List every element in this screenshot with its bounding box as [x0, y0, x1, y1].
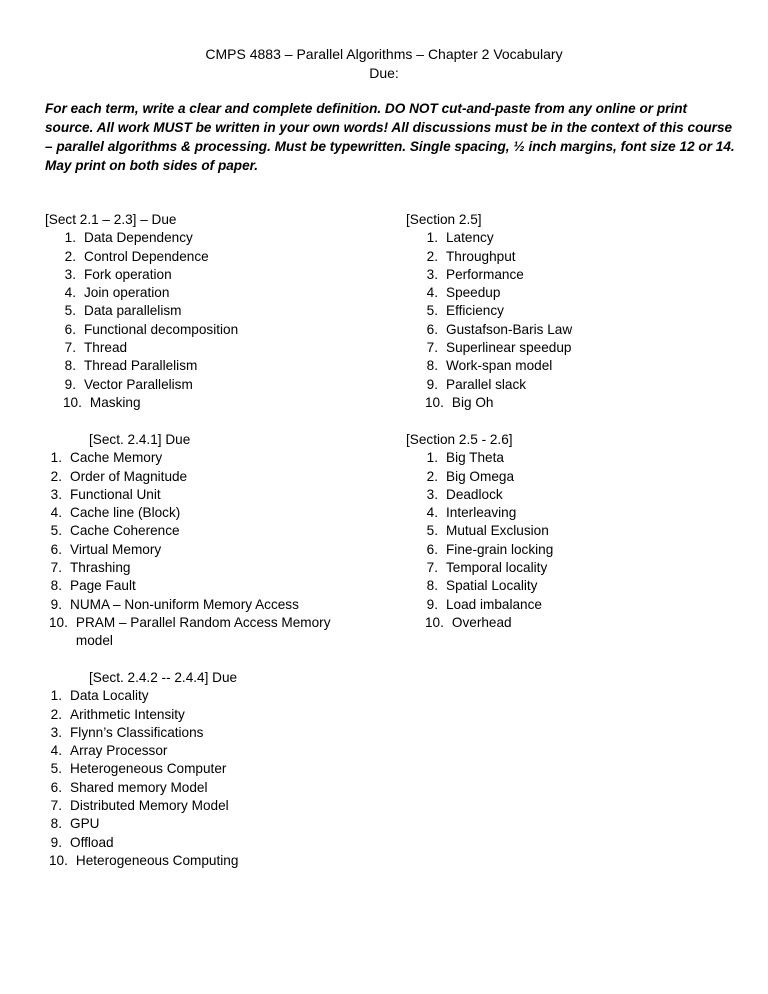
- term-text: Heterogeneous Computer: [70, 761, 227, 777]
- term-text: Functional decomposition: [84, 321, 239, 337]
- term-item: [45, 706, 238, 724]
- term-number: 9.: [64, 376, 76, 392]
- term-number: 1.: [50, 688, 62, 704]
- term-item: [45, 742, 238, 760]
- term-number: 3.: [50, 486, 62, 502]
- term-text: Big Oh: [451, 394, 494, 410]
- term-number: 7.: [64, 340, 76, 356]
- document-title: CMPS 4883 – Parallel Algorithms – Chapter 2 Vocabulary: [205, 46, 563, 62]
- term-number: 5.: [426, 303, 438, 319]
- term-item: [45, 248, 238, 266]
- term-item: [45, 522, 365, 540]
- term-item: [406, 614, 553, 632]
- term-item: [406, 248, 572, 266]
- term-number: 8.: [426, 358, 438, 374]
- term-text: Array Processor: [70, 743, 168, 759]
- term-number: 8.: [64, 358, 76, 374]
- term-text: Big Theta: [446, 450, 504, 466]
- term-item: [45, 302, 238, 320]
- term-item: [45, 468, 365, 486]
- term-list: [406, 229, 572, 412]
- term-number: 7.: [50, 560, 62, 576]
- term-text: Overhead: [451, 614, 512, 630]
- term-item: [45, 486, 365, 504]
- term-text: Speedup: [446, 285, 501, 301]
- term-item: [406, 321, 572, 339]
- term-text: Fine-grain locking: [446, 541, 554, 557]
- term-item: [45, 284, 238, 302]
- term-text: Big Omega: [446, 468, 515, 484]
- term-item: [45, 559, 365, 577]
- term-text: Offload: [70, 834, 114, 850]
- term-text: Page Fault: [70, 578, 136, 594]
- term-text: Flynn’s Classifications: [70, 724, 204, 740]
- term-item: [45, 504, 365, 522]
- term-text: Load imbalance: [446, 596, 542, 612]
- term-text: Vector Parallelism: [84, 376, 193, 392]
- term-text: Cache Memory: [70, 450, 163, 466]
- term-text: Masking: [89, 394, 141, 410]
- term-text: Performance: [446, 266, 524, 282]
- term-number: 10.: [425, 614, 444, 630]
- term-number: 7.: [426, 560, 438, 576]
- term-number: 4.: [64, 285, 76, 301]
- term-item: [406, 577, 553, 595]
- term-number: 6.: [426, 321, 438, 337]
- term-item: [45, 321, 238, 339]
- term-number: 7.: [50, 798, 62, 814]
- term-number: 3.: [426, 266, 438, 282]
- term-item: [45, 376, 238, 394]
- term-text: Mutual Exclusion: [446, 523, 549, 539]
- term-item: [406, 376, 572, 394]
- section-heading: [Sect. 2.4.2 -- 2.4.4] Due: [89, 670, 238, 685]
- term-text: Virtual Memory: [70, 541, 162, 557]
- term-list: [406, 449, 553, 632]
- section-heading: [Section 2.5]: [406, 212, 482, 227]
- term-text: Temporal locality: [446, 560, 548, 576]
- term-item: [406, 522, 553, 540]
- term-item: [45, 449, 365, 467]
- term-number: 5.: [64, 303, 76, 319]
- term-list: [45, 229, 238, 412]
- term-item: [406, 266, 572, 284]
- term-number: 2.: [426, 468, 438, 484]
- section-heading: [Sect. 2.4.1] Due: [89, 432, 191, 447]
- section-2-4-2-to-2-4-4: [45, 669, 238, 870]
- term-text: Thread: [84, 340, 128, 356]
- term-list: [45, 687, 238, 870]
- term-item: [45, 852, 238, 870]
- term-item: [406, 504, 553, 522]
- term-text: Join operation: [84, 285, 170, 301]
- term-item: [406, 468, 553, 486]
- term-number: 2.: [50, 468, 62, 484]
- term-number: 3.: [50, 724, 62, 740]
- term-text: Thrashing: [70, 560, 131, 576]
- section-heading: [Section 2.5 - 2.6]: [406, 432, 513, 447]
- term-number: 4.: [426, 285, 438, 301]
- term-text: Efficiency: [446, 303, 504, 319]
- term-text: Gustafson-Baris Law: [446, 321, 573, 337]
- term-item: [406, 394, 572, 412]
- term-number: 10.: [49, 614, 68, 630]
- term-number: 3.: [64, 266, 76, 282]
- term-number: 9.: [50, 834, 62, 850]
- term-item: [45, 834, 238, 852]
- term-text: Spatial Locality: [446, 578, 538, 594]
- section-heading: [Sect 2.1 – 2.3] – Due: [45, 212, 177, 227]
- term-number: 8.: [426, 578, 438, 594]
- term-item: [45, 779, 238, 797]
- term-number: 6.: [64, 321, 76, 337]
- term-item: [406, 559, 553, 577]
- term-text: Thread Parallelism: [84, 358, 198, 374]
- term-text: Functional Unit: [70, 486, 161, 502]
- term-number: 8.: [50, 816, 62, 832]
- term-number: 2.: [426, 248, 438, 264]
- term-text: Data Dependency: [84, 230, 193, 246]
- term-text: PRAM – Parallel Random Access Memory model: [75, 614, 331, 649]
- term-text: Parallel slack: [446, 376, 527, 392]
- term-number: 7.: [426, 340, 438, 356]
- term-text: Fork operation: [84, 266, 172, 282]
- term-number: 8.: [50, 578, 62, 594]
- term-number: 9.: [426, 376, 438, 392]
- term-number: 4.: [426, 505, 438, 521]
- term-item: [45, 596, 365, 614]
- term-item: [45, 724, 238, 742]
- term-number: 5.: [50, 761, 62, 777]
- term-text: NUMA – Non-uniform Memory Access: [70, 596, 299, 612]
- term-number: 3.: [426, 486, 438, 502]
- term-text: Data Locality: [70, 688, 149, 704]
- section-2-5-to-2-6: [406, 431, 553, 632]
- term-item: [45, 339, 238, 357]
- term-text: Heterogeneous Computing: [75, 852, 239, 868]
- term-item: [406, 302, 572, 320]
- term-item: [45, 394, 238, 412]
- term-text: Deadlock: [446, 486, 503, 502]
- term-text: Arithmetic Intensity: [70, 706, 185, 722]
- term-number: 6.: [50, 779, 62, 795]
- term-number: 4.: [50, 505, 62, 521]
- term-item: [45, 357, 238, 375]
- term-text: Data parallelism: [84, 303, 182, 319]
- term-number: 2.: [50, 706, 62, 722]
- term-item: [406, 541, 553, 559]
- term-text: Order of Magnitude: [70, 468, 188, 484]
- section-2-5: [406, 211, 572, 412]
- term-number: 10.: [425, 394, 444, 410]
- term-number: 5.: [50, 523, 62, 539]
- term-text: Superlinear speedup: [446, 340, 572, 356]
- term-text: Latency: [446, 230, 494, 246]
- term-item: [45, 687, 238, 705]
- term-item: [406, 449, 553, 467]
- term-number: 10.: [49, 852, 68, 868]
- term-number: 6.: [426, 541, 438, 557]
- term-item: [406, 229, 572, 247]
- term-item: [45, 577, 365, 595]
- term-number: 6.: [50, 541, 62, 557]
- term-text: Work-span model: [446, 358, 553, 374]
- term-number: 1.: [50, 450, 62, 466]
- term-number: 5.: [426, 523, 438, 539]
- term-item: [406, 284, 572, 302]
- term-item: [406, 339, 572, 357]
- section-2-1-to-2-3: [45, 211, 238, 412]
- term-item: [406, 357, 572, 375]
- term-item: [406, 596, 553, 614]
- term-text: Interleaving: [446, 505, 517, 521]
- term-text: GPU: [70, 816, 100, 832]
- term-number: 4.: [50, 743, 62, 759]
- term-item: [45, 797, 238, 815]
- term-list: [45, 449, 365, 650]
- term-text: Shared memory Model: [70, 779, 208, 795]
- term-text: Distributed Memory Model: [70, 798, 229, 814]
- document-header: [0, 45, 768, 83]
- term-number: 9.: [426, 596, 438, 612]
- term-item: [45, 541, 365, 559]
- term-number: 1.: [426, 450, 438, 466]
- term-item: [45, 266, 238, 284]
- term-number: 9.: [50, 596, 62, 612]
- term-number: 10.: [63, 394, 82, 410]
- term-item: [406, 486, 553, 504]
- term-number: 2.: [64, 248, 76, 264]
- term-item: [45, 815, 238, 833]
- term-text: Throughput: [446, 248, 516, 264]
- term-item: [45, 229, 238, 247]
- instructions-paragraph: For each term, write a clear and complete definition. DO NOT cut-and-paste from any online or print source. All work MUST be written in your own words! All discussions must be in the context of this course – parallel algorithms & processing. Must be typewritten. Single spacing, ½ inch margins, font size 12 or 14. May print on both sides of paper.: [45, 101, 735, 173]
- term-text: Cache Coherence: [70, 523, 180, 539]
- section-2-4-1: [45, 431, 365, 651]
- term-number: 1.: [64, 230, 76, 246]
- term-item: [45, 614, 365, 651]
- term-text: Control Dependence: [84, 248, 209, 264]
- due-line: Due:: [369, 65, 399, 81]
- term-text: Cache line (Block): [70, 505, 181, 521]
- term-item: [45, 760, 238, 778]
- term-number: 1.: [426, 230, 438, 246]
